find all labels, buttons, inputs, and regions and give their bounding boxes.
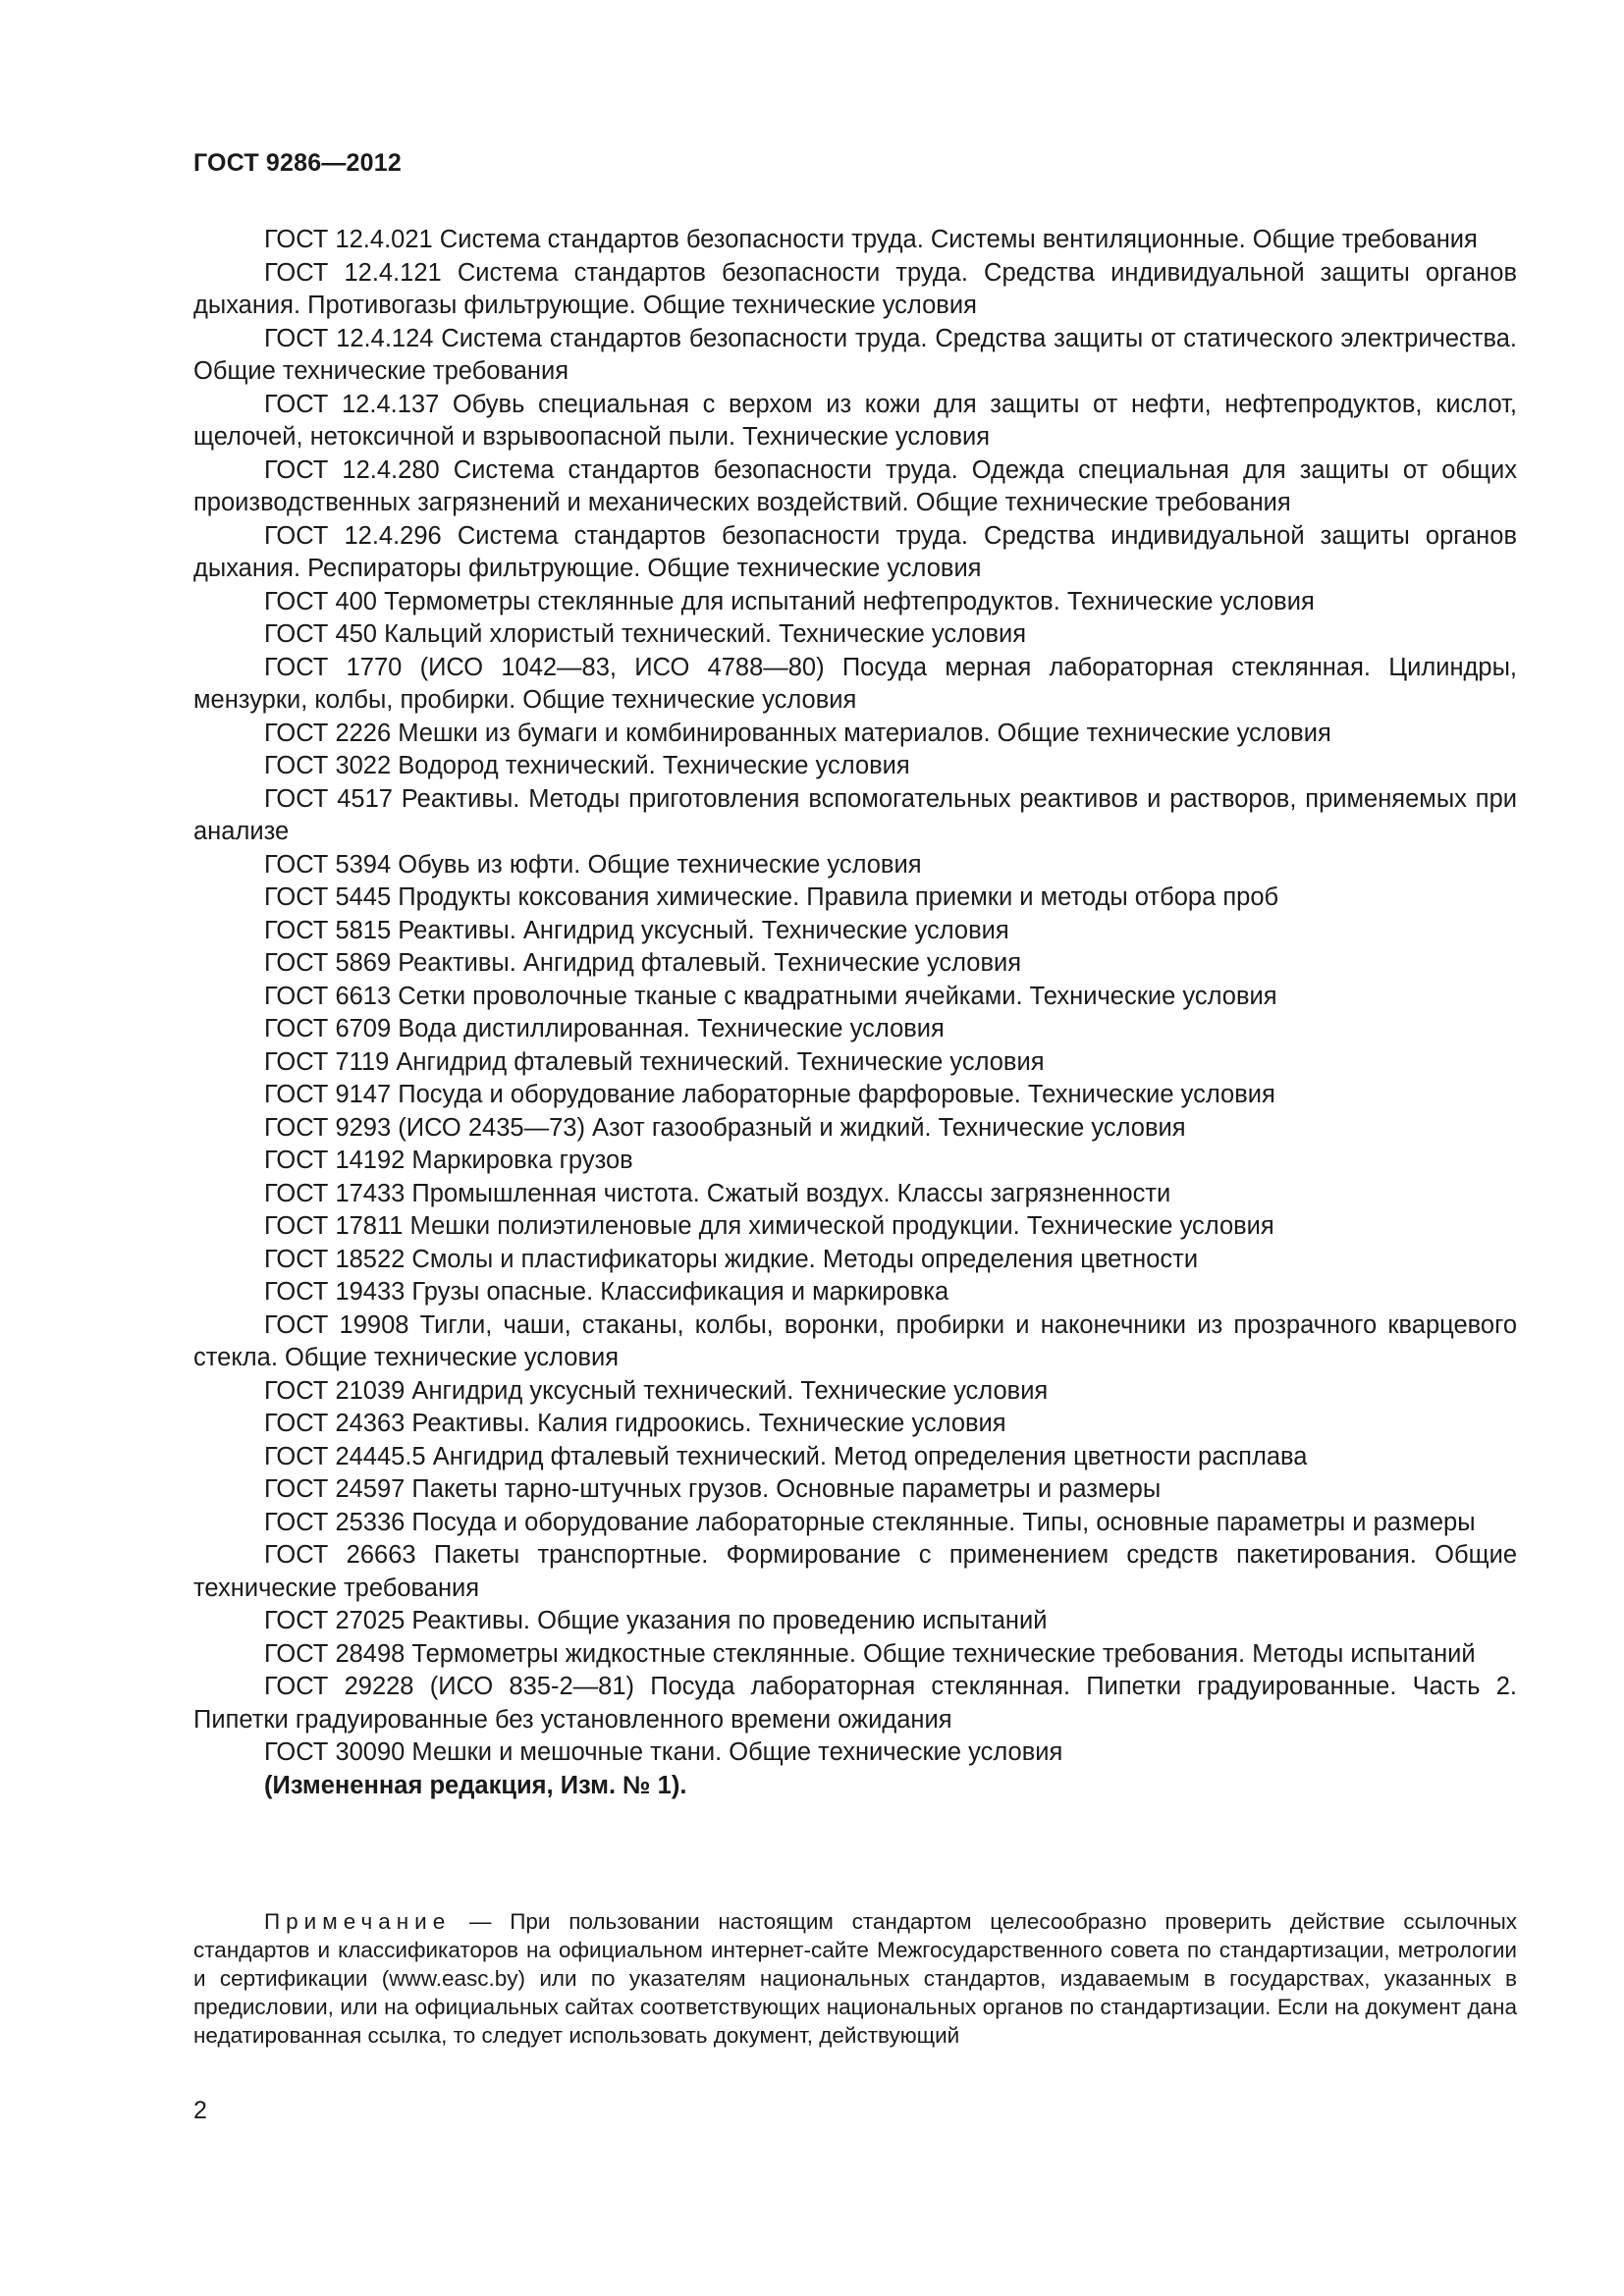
reference-item: ГОСТ 4517 Реактивы. Методы приготовления вспомогательных реактивов и растворов, применяемых при анализе [193,784,1517,845]
reference-item: ГОСТ 24597 Пакеты тарно-штучных грузов. Основные параметры и размеры [264,1475,1162,1503]
note-label: Примечание [264,1909,452,1934]
reference-item: ГОСТ 26663 Пакеты транспортные. Формирование с применением средств пакетирования. Общие технические требования [193,1541,1517,1602]
normative-references-list [193,224,1517,1802]
reference-item: ГОСТ 6613 Сетки проволочные тканые с квадратными ячейками. Технические условия [264,982,1277,1010]
reference-item: ГОСТ 18522 Смолы и пластификаторы жидкие. Методы определения цветности [264,1245,1199,1273]
reference-item: ГОСТ 28498 Термометры жидкостные стеклянные. Общие технические требования. Методы испытаний [264,1639,1476,1668]
reference-item: ГОСТ 450 Кальций хлористый технический. Технические условия [264,620,1027,648]
page-number: 2 [193,2097,207,2124]
reference-item: ГОСТ 25336 Посуда и оборудование лабораторные стеклянные. Типы, основные параметры и размеры [264,1508,1476,1536]
edition-note: (Измененная редакция, Изм. № 1). [264,1771,687,1799]
reference-item: ГОСТ 5445 Продукты коксования химические. Правила приемки и методы отбора проб [264,883,1279,911]
reference-item: ГОСТ 30090 Мешки и мешочные ткани. Общие технические условия [264,1738,1063,1766]
reference-item: ГОСТ 17433 Промышленная чистота. Сжатый воздух. Классы загрязненности [264,1179,1171,1207]
reference-item: ГОСТ 5869 Реактивы. Ангидрид фталевый. Технические условия [264,949,1022,977]
reference-item: ГОСТ 14192 Маркировка грузов [264,1147,633,1174]
reference-item: ГОСТ 6709 Вода дистиллированная. Технические условия [264,1015,945,1042]
reference-item: ГОСТ 12.4.137 Обувь специальная с верхом из кожи для защиты от нефти, нефтепродуктов, кислот, щелочей, нетоксичной и взрывоопасной пыли. Технические условия [193,390,1517,451]
reference-item: ГОСТ 19908 Тигли, чаши, стаканы, колбы, воронки, пробирки и наконечники из прозрачного кварцевого стекла. Общие технические условия [193,1310,1517,1371]
reference-item: ГОСТ 12.4.121 Система стандартов безопасности труда. Средства индивидуальной защиты органов дыхания. Противогазы фильтрующие. Общие технические условия [193,258,1517,319]
reference-item: ГОСТ 7119 Ангидрид фталевый технический. Технические условия [264,1047,1045,1076]
reference-item: ГОСТ 9147 Посуда и оборудование лабораторные фарфоровые. Технические условия [264,1081,1275,1108]
reference-item: ГОСТ 12.4.124 Система стандартов безопасности труда. Средства защиты от статического электричества. Общие технические требования [193,324,1517,385]
note-text: — При пользовании настоящим стандартом целесообразно проверить действие ссылочных стандартов и классификаторов на официальном интернет-сайте Межгосударственного совета по стандартизации, метрологии и сертификации (www.easc.by) или по указателям национальных стандартов, издаваемым в государствах, указанных в предисловии, или на официальных сайтах соответствующих национальных органов по стандартизации. Если на документ дана недатированная ссылка, то следует использовать документ, действующий [193,1909,1517,2048]
note-paragraph [193,1907,1517,2050]
reference-item: ГОСТ 24363 Реактивы. Калия гидроокись. Технические условия [264,1410,1006,1437]
reference-item: ГОСТ 5815 Реактивы. Ангидрид уксусный. Технические условия [264,916,1009,944]
reference-item: ГОСТ 2226 Мешки из бумаги и комбинированных материалов. Общие технические условия [264,719,1331,747]
reference-item: ГОСТ 12.4.021 Система стандартов безопасности труда. Системы вентиляционные. Общие требования [264,226,1478,253]
reference-item: ГОСТ 3022 Водород технический. Технические условия [264,752,910,779]
reference-item: ГОСТ 19433 Грузы опасные. Классификация и маркировка [264,1278,949,1306]
reference-item: ГОСТ 400 Термометры стеклянные для испытаний нефтепродуктов. Технические условия [264,587,1315,615]
reference-item: ГОСТ 12.4.280 Система стандартов безопасности труда. Одежда специальная для защиты от общих производственных загрязнений и механических воздействий. Общие технические требования [193,455,1517,516]
reference-item: ГОСТ 27025 Реактивы. Общие указания по проведению испытаний [264,1607,1048,1634]
page-header-title: ГОСТ 9286—2012 [193,149,402,177]
reference-item: ГОСТ 24445.5 Ангидрид фталевый технический. Метод определения цветности расплава [264,1442,1308,1470]
reference-item: ГОСТ 1770 (ИСО 1042—83, ИСО 4788—80) Посуда мерная лабораторная стеклянная. Цилиндры, мензурки, колбы, пробирки. Общие технические условия [193,653,1517,714]
reference-item: ГОСТ 5394 Обувь из юфти. Общие технические условия [264,850,922,879]
reference-item: ГОСТ 9293 (ИСО 2435—73) Азот газообразный и жидкий. Технические условия [264,1113,1186,1142]
reference-item: ГОСТ 21039 Ангидрид уксусный технический. Технические условия [264,1376,1049,1405]
reference-item: ГОСТ 17811 Мешки полиэтиленовые для химической продукции. Технические условия [264,1212,1274,1240]
reference-item: ГОСТ 12.4.296 Система стандартов безопасности труда. Средства индивидуальной защиты органов дыхания. Респираторы фильтрующие. Общие технические условия [193,521,1517,582]
reference-item: ГОСТ 29228 (ИСО 835-2—81) Посуда лабораторная стеклянная. Пипетки градуированные. Часть 2. Пипетки градуированные без установленного времени ожидания [193,1673,1517,1734]
